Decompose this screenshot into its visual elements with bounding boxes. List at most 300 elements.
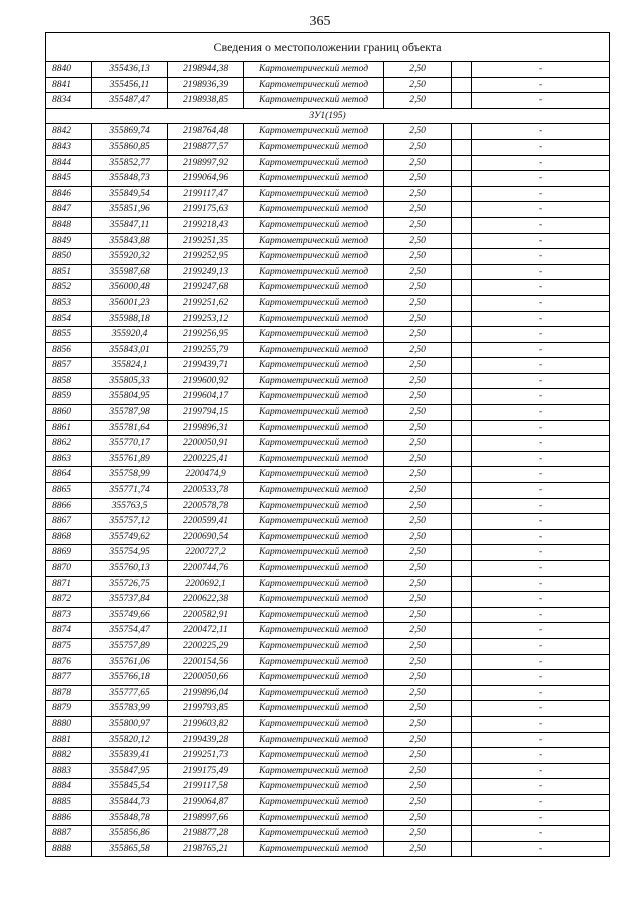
coordinate-y: 2199794,15 <box>168 405 244 421</box>
coordinate-x: 355805,33 <box>92 373 168 389</box>
coordinate-x: 355988,18 <box>92 311 168 327</box>
precision: 2,50 <box>384 483 452 499</box>
point-number: 8857 <box>46 358 92 374</box>
coordinate-x: 355820,12 <box>92 732 168 748</box>
coordinate-x: 355865,58 <box>92 841 168 857</box>
description: - <box>472 327 610 343</box>
table-title: Сведения о местоположении границ объекта <box>46 33 610 62</box>
description: - <box>472 295 610 311</box>
blank-cell <box>452 483 472 499</box>
point-number: 8861 <box>46 420 92 436</box>
point-number: 8884 <box>46 779 92 795</box>
method: Картометрический метод <box>244 779 384 795</box>
blank-cell <box>452 654 472 670</box>
table-row <box>46 389 610 405</box>
coordinate-y: 2199439,28 <box>168 732 244 748</box>
coordinate-y: 2199251,73 <box>168 748 244 764</box>
coordinate-y: 2199896,04 <box>168 685 244 701</box>
precision: 2,50 <box>384 295 452 311</box>
coordinate-x: 355761,06 <box>92 654 168 670</box>
table-row <box>46 716 610 732</box>
blank-cell <box>452 62 472 78</box>
point-number: 8883 <box>46 763 92 779</box>
method: Картометрический метод <box>244 592 384 608</box>
precision: 2,50 <box>384 405 452 421</box>
description: - <box>472 483 610 499</box>
coordinate-y: 2199793,85 <box>168 701 244 717</box>
section-header-row <box>46 108 610 124</box>
description: - <box>472 498 610 514</box>
method: Картометрический метод <box>244 732 384 748</box>
blank-cell <box>452 420 472 436</box>
coordinate-x: 355758,99 <box>92 467 168 483</box>
method: Картометрический метод <box>244 295 384 311</box>
coordinate-y: 2199117,47 <box>168 186 244 202</box>
description: - <box>472 280 610 296</box>
coordinate-y: 2199604,17 <box>168 389 244 405</box>
coordinate-x: 355726,75 <box>92 576 168 592</box>
coordinate-y: 2200225,29 <box>168 638 244 654</box>
precision: 2,50 <box>384 670 452 686</box>
precision: 2,50 <box>384 233 452 249</box>
coordinate-y: 2200533,78 <box>168 483 244 499</box>
point-number: 8850 <box>46 249 92 265</box>
point-number: 8852 <box>46 280 92 296</box>
method: Картометрический метод <box>244 841 384 857</box>
blank-cell <box>452 561 472 577</box>
precision: 2,50 <box>384 498 452 514</box>
method: Картометрический метод <box>244 358 384 374</box>
point-number: 8842 <box>46 124 92 140</box>
precision: 2,50 <box>384 311 452 327</box>
table-row <box>46 810 610 826</box>
method: Картометрический метод <box>244 794 384 810</box>
precision: 2,50 <box>384 607 452 623</box>
coordinate-x: 355763,5 <box>92 498 168 514</box>
coordinate-x: 355787,98 <box>92 405 168 421</box>
coordinate-x: 355436,13 <box>92 62 168 78</box>
coordinate-y: 2200599,41 <box>168 514 244 530</box>
table-row <box>46 779 610 795</box>
method: Картометрический метод <box>244 217 384 233</box>
coordinate-y: 2198997,92 <box>168 155 244 171</box>
coordinate-y: 2199175,49 <box>168 763 244 779</box>
blank-cell <box>452 217 472 233</box>
coordinate-x: 355869,74 <box>92 124 168 140</box>
description: - <box>472 638 610 654</box>
table-row <box>46 77 610 93</box>
point-number: 8864 <box>46 467 92 483</box>
method: Картометрический метод <box>244 483 384 499</box>
point-number: 8863 <box>46 451 92 467</box>
blank-cell <box>452 748 472 764</box>
method: Картометрический метод <box>244 545 384 561</box>
table-row <box>46 342 610 358</box>
coordinate-x: 355783,99 <box>92 701 168 717</box>
coordinate-y: 2199603,82 <box>168 716 244 732</box>
point-number: 8873 <box>46 607 92 623</box>
table-row <box>46 498 610 514</box>
precision: 2,50 <box>384 514 452 530</box>
description: - <box>472 670 610 686</box>
point-number: 8865 <box>46 483 92 499</box>
method: Картометрический метод <box>244 810 384 826</box>
precision: 2,50 <box>384 451 452 467</box>
point-number: 8886 <box>46 810 92 826</box>
method: Картометрический метод <box>244 264 384 280</box>
coordinate-y: 2198764,48 <box>168 124 244 140</box>
coordinate-x: 355851,96 <box>92 202 168 218</box>
blank-cell <box>452 467 472 483</box>
precision: 2,50 <box>384 685 452 701</box>
coordinate-y: 2200474,9 <box>168 467 244 483</box>
precision: 2,50 <box>384 576 452 592</box>
method: Картометрический метод <box>244 576 384 592</box>
method: Картометрический метод <box>244 498 384 514</box>
precision: 2,50 <box>384 280 452 296</box>
description: - <box>472 763 610 779</box>
blank-cell <box>452 295 472 311</box>
precision: 2,50 <box>384 701 452 717</box>
description: - <box>472 467 610 483</box>
blank-cell <box>452 514 472 530</box>
description: - <box>472 139 610 155</box>
description: - <box>472 249 610 265</box>
blank-cell <box>452 670 472 686</box>
description: - <box>472 405 610 421</box>
coordinate-y: 2198877,57 <box>168 139 244 155</box>
method: Картометрический метод <box>244 701 384 717</box>
point-number: 8834 <box>46 93 92 109</box>
method: Картометрический метод <box>244 685 384 701</box>
coordinate-y: 2199256,95 <box>168 327 244 343</box>
blank-cell <box>452 389 472 405</box>
coordinate-x: 356001,23 <box>92 295 168 311</box>
coordinate-x: 355852,77 <box>92 155 168 171</box>
blank-cell <box>452 638 472 654</box>
table-row <box>46 607 610 623</box>
coordinate-y: 2199253,12 <box>168 311 244 327</box>
description: - <box>472 826 610 842</box>
blank-cell <box>452 826 472 842</box>
description: - <box>472 545 610 561</box>
coordinate-y: 2200744,76 <box>168 561 244 577</box>
table-row <box>46 186 610 202</box>
precision: 2,50 <box>384 794 452 810</box>
blank-cell <box>452 841 472 857</box>
blank-cell <box>452 701 472 717</box>
description: - <box>472 264 610 280</box>
table-row <box>46 841 610 857</box>
point-number: 8877 <box>46 670 92 686</box>
coordinate-y: 2198997,66 <box>168 810 244 826</box>
blank-cell <box>452 451 472 467</box>
description: - <box>472 514 610 530</box>
coordinate-x: 355860,85 <box>92 139 168 155</box>
coordinate-x: 355920,4 <box>92 327 168 343</box>
coordinate-x: 355843,88 <box>92 233 168 249</box>
coordinate-x: 355847,11 <box>92 217 168 233</box>
blank-cell <box>452 264 472 280</box>
coordinate-x: 355770,17 <box>92 436 168 452</box>
table-row <box>46 545 610 561</box>
precision: 2,50 <box>384 716 452 732</box>
precision: 2,50 <box>384 826 452 842</box>
coordinate-y: 2198765,21 <box>168 841 244 857</box>
coordinate-x: 356000,48 <box>92 280 168 296</box>
blank-cell <box>452 77 472 93</box>
coordinate-x: 355781,64 <box>92 420 168 436</box>
point-number: 8856 <box>46 342 92 358</box>
point-number: 8882 <box>46 748 92 764</box>
table-row <box>46 483 610 499</box>
description: - <box>472 155 610 171</box>
coordinate-x: 355771,74 <box>92 483 168 499</box>
precision: 2,50 <box>384 436 452 452</box>
blank-cell <box>452 233 472 249</box>
coordinate-y: 2199255,79 <box>168 342 244 358</box>
precision: 2,50 <box>384 62 452 78</box>
point-number: 8866 <box>46 498 92 514</box>
coordinate-x: 355757,12 <box>92 514 168 530</box>
table-row <box>46 670 610 686</box>
table-row <box>46 139 610 155</box>
precision: 2,50 <box>384 124 452 140</box>
method: Картометрический метод <box>244 124 384 140</box>
blank-cell <box>452 280 472 296</box>
method: Картометрический метод <box>244 654 384 670</box>
blank-cell <box>452 124 472 140</box>
point-number: 8860 <box>46 405 92 421</box>
coordinate-x: 355849,54 <box>92 186 168 202</box>
coordinate-y: 2200692,1 <box>168 576 244 592</box>
coordinate-y: 2199600,92 <box>168 373 244 389</box>
precision: 2,50 <box>384 467 452 483</box>
precision: 2,50 <box>384 561 452 577</box>
table-row <box>46 249 610 265</box>
table-row <box>46 373 610 389</box>
coordinate-x: 355766,18 <box>92 670 168 686</box>
coordinate-x: 355839,41 <box>92 748 168 764</box>
table-row <box>46 233 610 249</box>
point-number: 8853 <box>46 295 92 311</box>
precision: 2,50 <box>384 654 452 670</box>
point-number: 8849 <box>46 233 92 249</box>
description: - <box>472 607 610 623</box>
coordinate-x: 355800,97 <box>92 716 168 732</box>
table-row <box>46 763 610 779</box>
method: Картометрический метод <box>244 607 384 623</box>
method: Картометрический метод <box>244 826 384 842</box>
description: - <box>472 186 610 202</box>
coordinate-x: 355804,95 <box>92 389 168 405</box>
point-number: 8848 <box>46 217 92 233</box>
method: Картометрический метод <box>244 451 384 467</box>
blank-cell <box>452 576 472 592</box>
page-number: 365 <box>309 14 331 29</box>
precision: 2,50 <box>384 186 452 202</box>
coordinate-x: 355757,89 <box>92 638 168 654</box>
table-row <box>46 124 610 140</box>
coordinate-y: 2200225,41 <box>168 451 244 467</box>
point-number: 8885 <box>46 794 92 810</box>
coordinate-y: 2199247,68 <box>168 280 244 296</box>
description: - <box>472 685 610 701</box>
precision: 2,50 <box>384 748 452 764</box>
coordinate-x: 355777,65 <box>92 685 168 701</box>
coordinate-x: 355456,11 <box>92 77 168 93</box>
description: - <box>472 748 610 764</box>
method: Картометрический метод <box>244 638 384 654</box>
method: Картометрический метод <box>244 420 384 436</box>
coordinate-x: 355824,1 <box>92 358 168 374</box>
method: Картометрический метод <box>244 373 384 389</box>
method: Картометрический метод <box>244 748 384 764</box>
method: Картометрический метод <box>244 327 384 343</box>
coordinate-y: 2199252,95 <box>168 249 244 265</box>
boundary-coordinates-table <box>45 32 610 857</box>
table-row <box>46 155 610 171</box>
point-number: 8845 <box>46 171 92 187</box>
point-number: 8867 <box>46 514 92 530</box>
precision: 2,50 <box>384 638 452 654</box>
blank-cell <box>452 139 472 155</box>
method: Картометрический метод <box>244 561 384 577</box>
table-row <box>46 826 610 842</box>
coordinate-y: 2199251,35 <box>168 233 244 249</box>
point-number: 8868 <box>46 529 92 545</box>
table-row <box>46 311 610 327</box>
table-row <box>46 327 610 343</box>
method: Картометрический метод <box>244 280 384 296</box>
blank-cell <box>452 186 472 202</box>
method: Картометрический метод <box>244 389 384 405</box>
coordinate-x: 355760,13 <box>92 561 168 577</box>
precision: 2,50 <box>384 217 452 233</box>
point-number: 8870 <box>46 561 92 577</box>
point-number: 8843 <box>46 139 92 155</box>
blank-cell <box>452 623 472 639</box>
coordinate-x: 355987,68 <box>92 264 168 280</box>
blank-cell <box>452 763 472 779</box>
precision: 2,50 <box>384 373 452 389</box>
method: Картометрический метод <box>244 233 384 249</box>
description: - <box>472 202 610 218</box>
precision: 2,50 <box>384 249 452 265</box>
blank-cell <box>452 592 472 608</box>
blank-cell <box>452 202 472 218</box>
point-number: 8851 <box>46 264 92 280</box>
table-row <box>46 654 610 670</box>
coordinate-x: 355847,95 <box>92 763 168 779</box>
blank-cell <box>452 732 472 748</box>
coordinate-y: 2200690,54 <box>168 529 244 545</box>
point-number: 8862 <box>46 436 92 452</box>
description: - <box>472 436 610 452</box>
coordinate-x: 355856,86 <box>92 826 168 842</box>
method: Картометрический метод <box>244 529 384 545</box>
table-row <box>46 93 610 109</box>
method: Картометрический метод <box>244 93 384 109</box>
blank-cell <box>452 311 472 327</box>
coordinate-y: 2199251,62 <box>168 295 244 311</box>
blank-cell <box>452 249 472 265</box>
precision: 2,50 <box>384 171 452 187</box>
method: Картометрический метод <box>244 249 384 265</box>
blank-cell <box>452 498 472 514</box>
table-row <box>46 623 610 639</box>
description: - <box>472 373 610 389</box>
coordinate-y: 2200727,2 <box>168 545 244 561</box>
table-row <box>46 576 610 592</box>
coordinate-y: 2199117,58 <box>168 779 244 795</box>
precision: 2,50 <box>384 264 452 280</box>
method: Картометрический метод <box>244 670 384 686</box>
coordinate-y: 2199249,13 <box>168 264 244 280</box>
coordinate-y: 2199064,87 <box>168 794 244 810</box>
method: Картометрический метод <box>244 436 384 452</box>
method: Картометрический метод <box>244 155 384 171</box>
description: - <box>472 732 610 748</box>
method: Картометрический метод <box>244 77 384 93</box>
table-row <box>46 592 610 608</box>
point-number: 8874 <box>46 623 92 639</box>
table-row <box>46 217 610 233</box>
point-number: 8854 <box>46 311 92 327</box>
blank-cell <box>452 794 472 810</box>
blank-cell <box>452 810 472 826</box>
point-number: 8840 <box>46 62 92 78</box>
coordinate-y: 2199064,96 <box>168 171 244 187</box>
description: - <box>472 217 610 233</box>
table-row <box>46 794 610 810</box>
blank-cell <box>452 779 472 795</box>
method: Картометрический метод <box>244 139 384 155</box>
method: Картометрический метод <box>244 623 384 639</box>
blank-cell <box>452 327 472 343</box>
coordinate-x: 355761,89 <box>92 451 168 467</box>
table-row <box>46 529 610 545</box>
description: - <box>472 77 610 93</box>
precision: 2,50 <box>384 529 452 545</box>
precision: 2,50 <box>384 623 452 639</box>
precision: 2,50 <box>384 93 452 109</box>
point-number: 8841 <box>46 77 92 93</box>
point-number: 8887 <box>46 826 92 842</box>
coordinate-y: 2200154,56 <box>168 654 244 670</box>
method: Картометрический метод <box>244 514 384 530</box>
coordinate-y: 2199218,43 <box>168 217 244 233</box>
precision: 2,50 <box>384 155 452 171</box>
coordinate-x: 355754,47 <box>92 623 168 639</box>
coordinate-x: 355749,66 <box>92 607 168 623</box>
description: - <box>472 529 610 545</box>
description: - <box>472 311 610 327</box>
coordinate-x: 355844,73 <box>92 794 168 810</box>
table-row <box>46 561 610 577</box>
table-row <box>46 420 610 436</box>
precision: 2,50 <box>384 732 452 748</box>
point-number: 8876 <box>46 654 92 670</box>
table-row <box>46 514 610 530</box>
description: - <box>472 233 610 249</box>
coordinate-y: 2200578,78 <box>168 498 244 514</box>
coordinate-y: 2200622,38 <box>168 592 244 608</box>
blank-cell <box>452 685 472 701</box>
blank-cell <box>452 607 472 623</box>
blank-cell <box>452 358 472 374</box>
coordinate-y: 2199439,71 <box>168 358 244 374</box>
